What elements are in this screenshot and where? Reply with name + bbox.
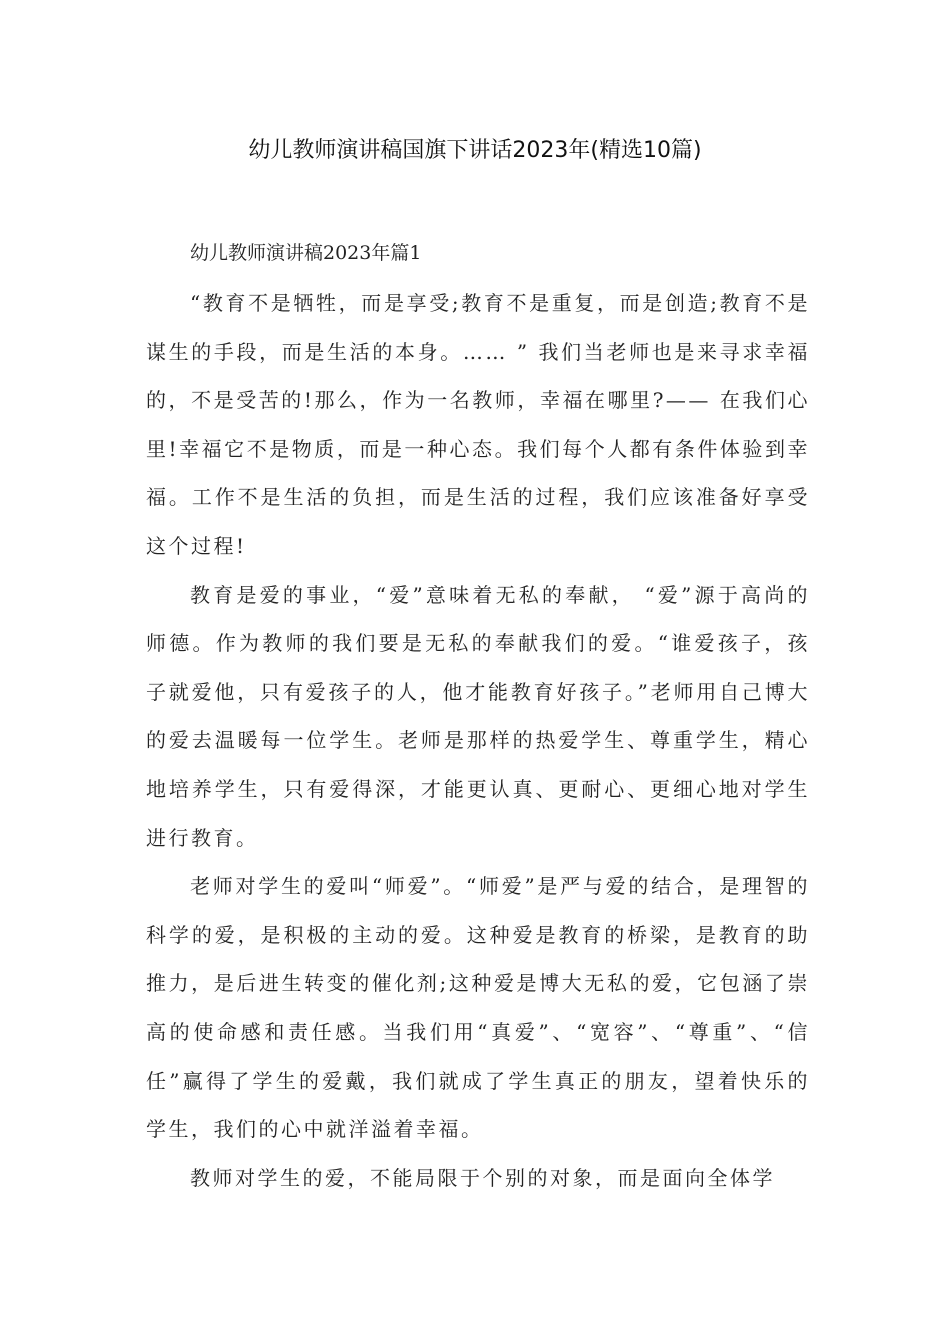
body-text <box>146 279 810 1202</box>
paragraph-3: 老师对学生的爱叫“师爱”。“师爱”是严与爱的结合，是理智的科学的爱，是积极的主动的爱。这种爱是教育的桥梁，是教育的助推力，是后进生转变的催化剂;这种爱是博大无私的爱，它包涵了崇高的使命感和责任感。当我们用“真爱”、“宽容”、“尊重”、“信任”赢得了学生的爱戴，我们就成了学生真正的朋友，望着快乐的学生，我们的心中就洋溢着幸福。 <box>146 874 810 1142</box>
paragraph-4: 教师对学生的爱，不能局限于个别的对象，而是面向全体学 <box>190 1165 775 1190</box>
paragraph-1: “教育不是牺牲，而是享受;教育不是重复，而是创造;教育不是谋生的手段，而是生活的本身。…… ” 我们当老师也是来寻求幸福的，不是受苦的!那么，作为一名教师，幸福在哪里?—— 在我们心里!幸福它不是物质，而是一种心态。我们每个人都有条件体验到幸福。工作不是生活的负担，而是生活的过程，我们应该准备好享受这个过程! <box>146 291 810 558</box>
paragraph-2: 教育是爱的事业，“爱”意味着无私的奉献， “爱”源于高尚的师德。作为教师的我们要是无私的奉献我们的爱。“谁爱孩子，孩子就爱他，只有爱孩子的人，他才能教育好孩子。”老师用自己博大的爱去温暖每一位学生。老师是那样的热爱学生、尊重学生，精心地培养学生，只有爱得深，才能更认真、更耐心、更细心地对学生进行教育。 <box>146 582 810 850</box>
document-title: 幼儿教师演讲稿国旗下讲话2023年(精选10篇) <box>248 138 702 163</box>
section-heading: 幼儿教师演讲稿2023年篇1 <box>190 242 422 264</box>
